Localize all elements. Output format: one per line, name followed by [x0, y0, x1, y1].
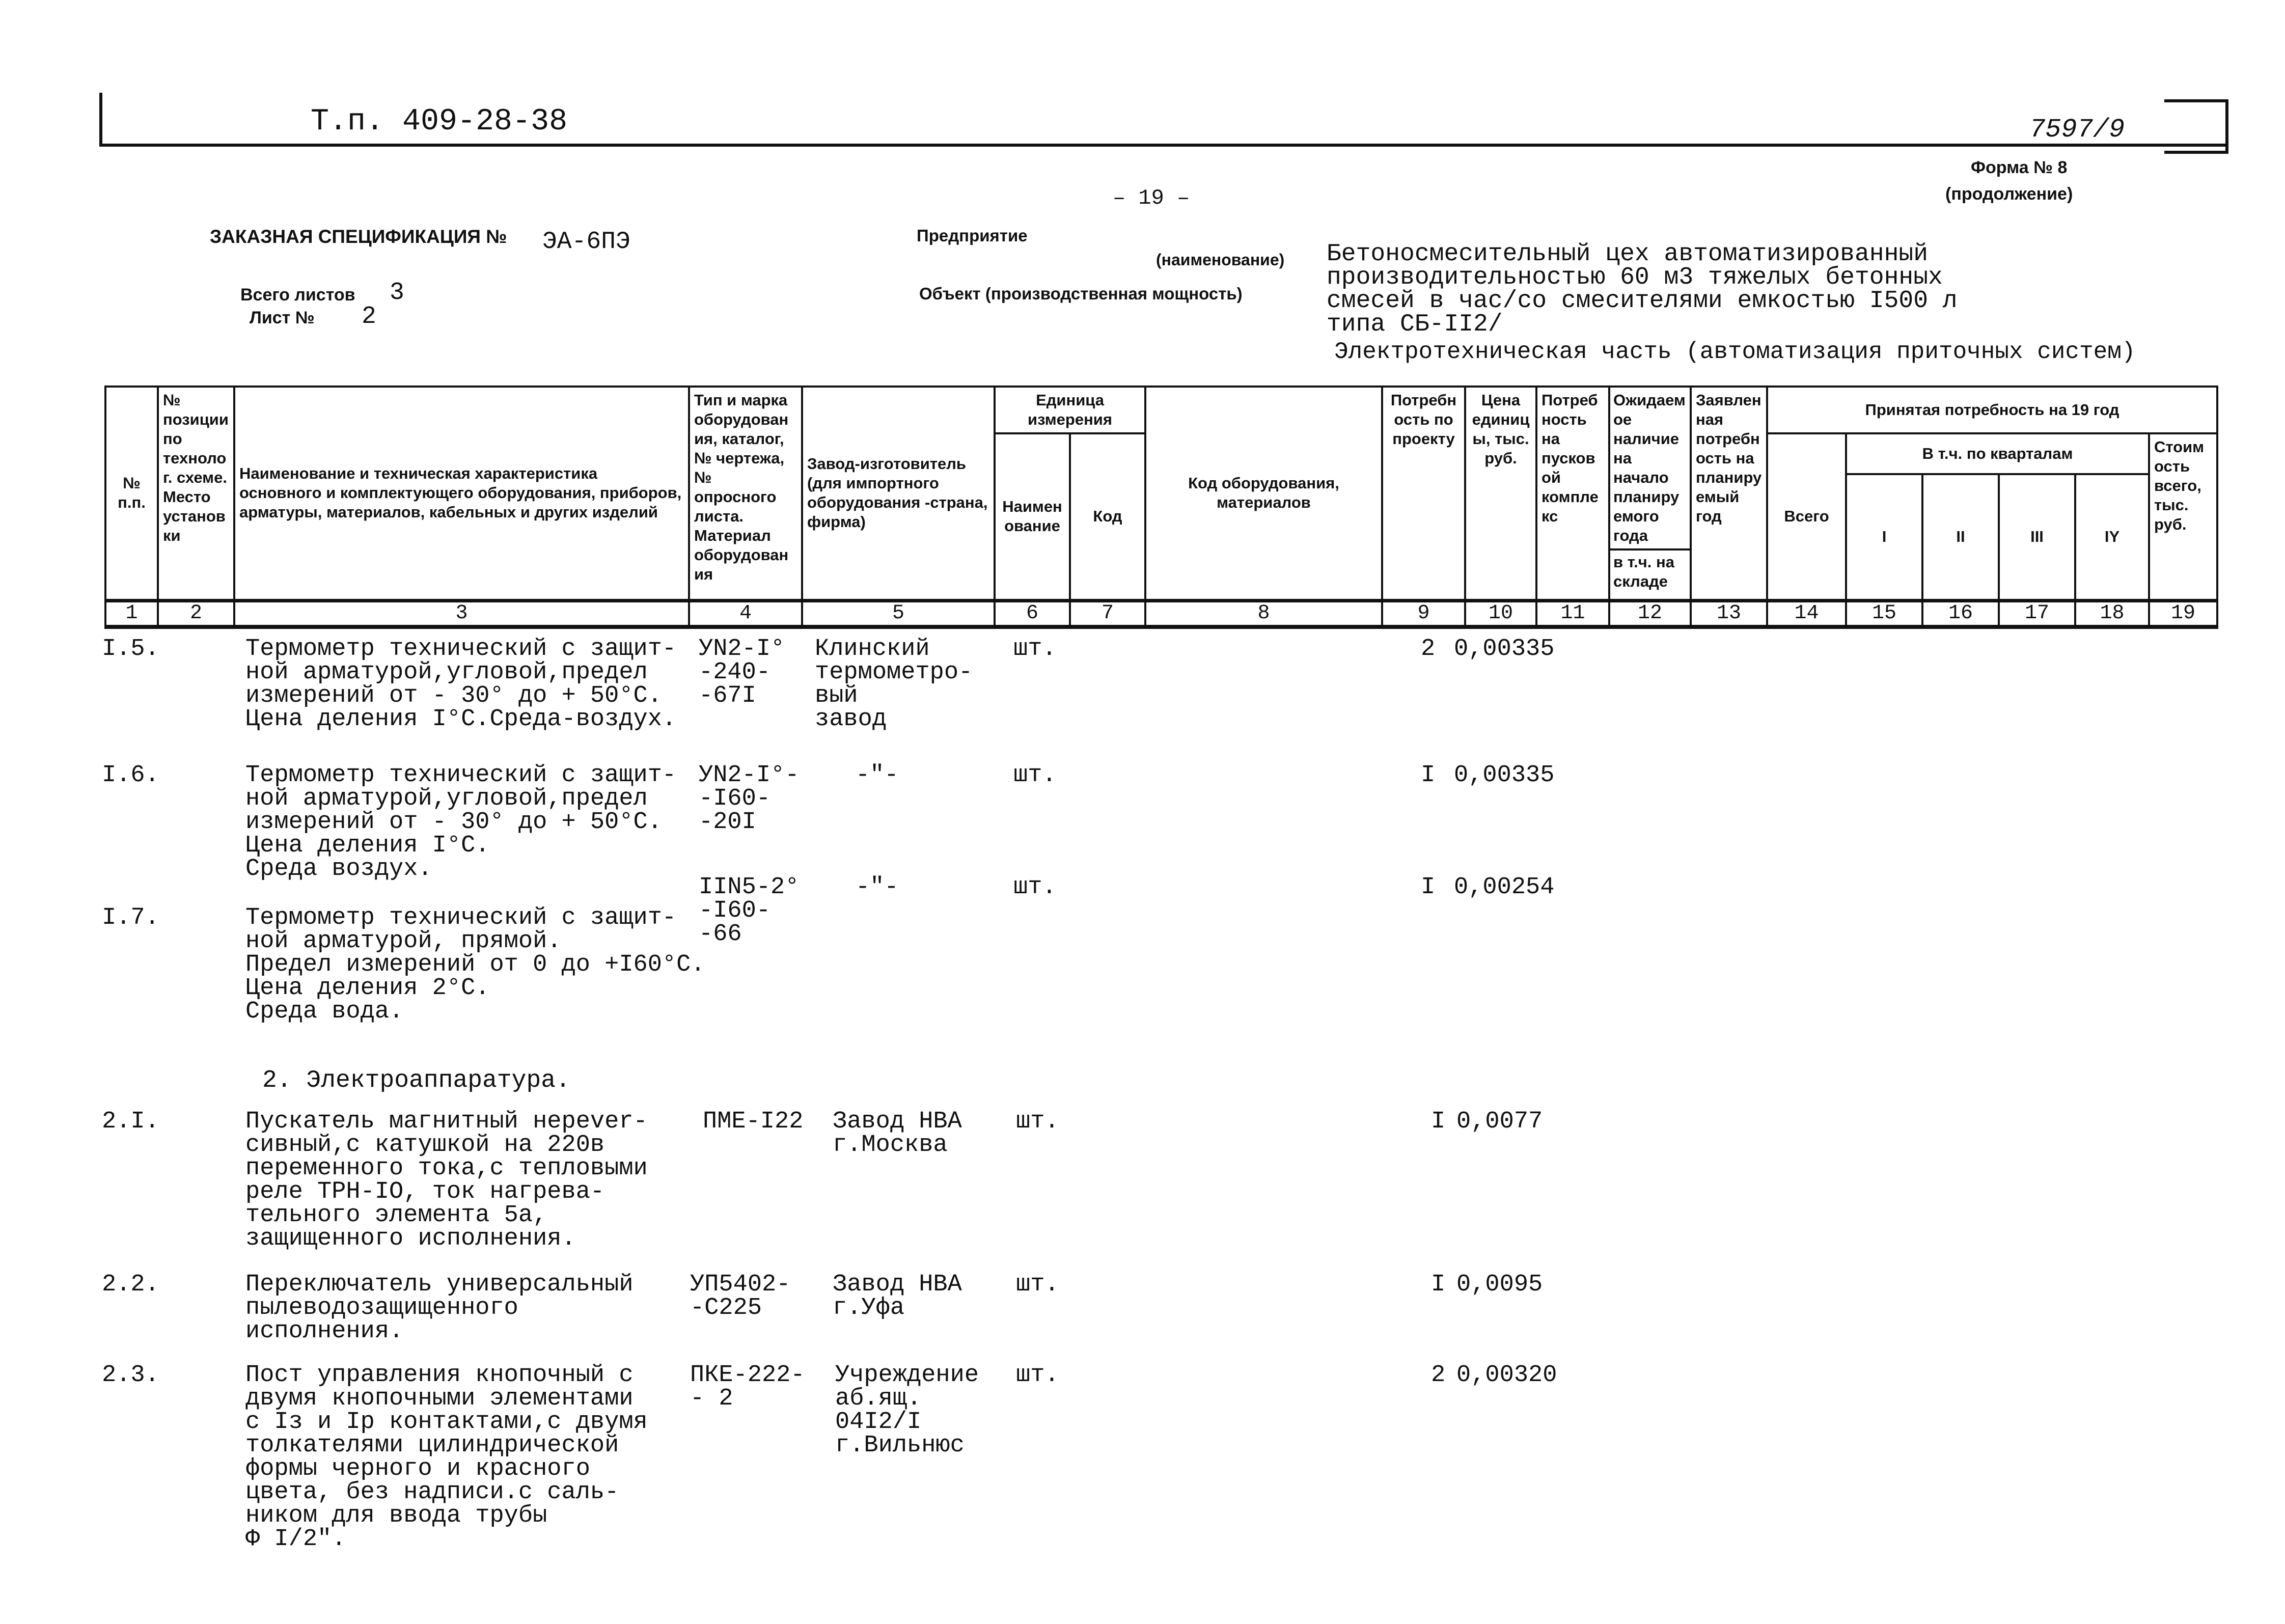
col-number: 18: [2075, 600, 2149, 627]
col-number: 5: [802, 600, 995, 627]
header-position: № позиции по технолог. схеме. Место установки: [158, 387, 234, 600]
col-number: 9: [1382, 600, 1465, 627]
object-line-3: смесей в час/со смесителями емкостью I500 л: [1327, 287, 1958, 315]
object-line-1: Бетоносмесительный цех автоматизированный: [1327, 240, 1928, 268]
row-name: Термометр технический с защит- ной арматурой,угловой,предел измерений от - 30° до + 50°С. Цена деления I°С. Среда воздух.: [245, 762, 677, 883]
row-name: Термометр технический с защит- ной арматурой, прямой. Предел измерений от 0 до +I60°С. Цена деления 2°С. Среда вода.: [245, 904, 705, 1025]
row-num: I.7.: [102, 904, 159, 931]
row-type: ПКЕ-222- - 2: [690, 1362, 805, 1412]
row-unit: шт.: [1016, 1362, 1059, 1389]
row-unit: шт.: [1013, 762, 1057, 789]
object-line-2: производительностью 60 м3 тяжелых бетонных: [1327, 264, 1943, 291]
total-sheets-label: Всего листов: [240, 285, 355, 305]
total-sheets-value: 3: [390, 279, 404, 307]
header-unit-code: Код: [1070, 433, 1145, 600]
col-number: 15: [1846, 600, 1922, 627]
form-continuation: (продолжение): [1945, 184, 2073, 204]
form-name: Форма № 8: [1971, 158, 2068, 177]
row-type: IIN5-2° -I60- -66: [699, 874, 800, 948]
row-maker: Клинский термометро- вый завод: [815, 636, 973, 733]
order-spec-number: ЭА-6ПЭ: [542, 228, 630, 256]
col-number: 6: [995, 600, 1070, 627]
col-number: 17: [1999, 600, 2075, 627]
header-total: Всего: [1767, 433, 1846, 600]
header-type: Тип и марка оборудования, каталог, № чертежа, № опросного листа. Материал оборудования: [689, 387, 802, 600]
section-title: 2. Электроаппаратура.: [262, 1067, 570, 1094]
header-expected-text: Ожидаемое наличие на начало планируемого года: [1613, 391, 1686, 544]
corner-number: 7597/9: [2029, 115, 2125, 145]
row-name: Пост управления кнопочный с двумя кнопочными элементами с Iз и Iр контактами,с двумя толкателями цилиндрической формы черного и красного цвета, без надписи.с саль- ником для ввода трубы Ф I/2".: [245, 1362, 648, 1553]
row-type: УN2-I°- -I60- -20I: [699, 762, 800, 836]
frame-top-line: [99, 144, 2228, 147]
row-name: Переключатель универсальный пылеводозащищенного исполнения.: [245, 1271, 634, 1345]
header-expected: [1609, 387, 1691, 600]
header-declared: Заявленная потребность на планируемый год: [1691, 387, 1767, 600]
header-q1: I: [1846, 474, 1922, 600]
sheet-value: 2: [362, 303, 376, 331]
row-price: 0,00335: [1454, 636, 1555, 663]
row-unit: шт.: [1016, 1108, 1059, 1135]
col-number: 8: [1145, 600, 1382, 627]
sheet-label: Лист №: [250, 308, 315, 327]
col-number: 13: [1691, 600, 1767, 627]
row-qty: I: [1431, 1108, 1446, 1135]
header-need-project: Потребность по проекту: [1382, 387, 1465, 600]
header-need-start: Потребность на пусковой комплекс: [1536, 387, 1609, 600]
row-qty: 2: [1421, 636, 1436, 663]
object-label: Объект (производственная мощность): [919, 284, 1243, 303]
header-num: № п.п.: [105, 387, 158, 600]
row-type: УП5402- -С225: [690, 1271, 791, 1322]
header-unit-name: Наименование: [995, 433, 1070, 600]
frame-left-bracket: [99, 93, 102, 146]
row-price: 0,0095: [1456, 1271, 1543, 1298]
doc-code: Т.п. 409-28-38: [311, 104, 568, 139]
col-number: 14: [1767, 600, 1846, 627]
header-unit: Единица измерения: [995, 387, 1145, 433]
row-type: УN2-I° -240- -67I: [699, 636, 785, 709]
header-expected-stock: в т.ч. на складе: [1610, 548, 1690, 593]
header-maker: Завод-изготовитель (для импортного оборудования -страна, фирма): [802, 387, 995, 600]
header-q2: II: [1922, 474, 1999, 600]
object-line-5: Электротехническая часть (автоматизация приточных систем): [1334, 339, 2136, 365]
row-qty: I: [1431, 1271, 1446, 1298]
order-spec-label: ЗАКАЗНАЯ СПЕЦИФИКАЦИЯ №: [210, 226, 507, 247]
col-number: 10: [1465, 600, 1536, 627]
page-number: – 19 –: [1113, 186, 1190, 210]
row-qty: I: [1421, 762, 1436, 789]
row-num: 2.I.: [102, 1108, 159, 1135]
object-line-4: типа СБ-II2/: [1327, 311, 1503, 338]
col-number: 1: [105, 600, 158, 627]
enterprise-label: Предприятие: [917, 226, 1028, 245]
col-number: 19: [2149, 600, 2217, 627]
row-num: I.6.: [102, 762, 159, 789]
header-unit-price: Цена единицы, тыс. руб.: [1465, 387, 1536, 600]
header-accepted: Принятая потребность на 19 год: [1767, 387, 2217, 433]
row-name: Термометр технический с защит- ной арматурой,угловой,предел измерений от - 30° до + 50°С. Цена деления I°С.Среда-воздух.: [245, 636, 677, 733]
col-number: 4: [689, 600, 802, 627]
col-number: 16: [1922, 600, 1999, 627]
header-cost: Стоимость всего, тыс. руб.: [2149, 433, 2217, 600]
row-unit: шт.: [1013, 874, 1057, 901]
row-name: Пускатель магнитный нерever- сивный,с катушкой на 220в переменного тока,с тепловыми реле ТРН-IO, ток нагрева- тельного элемента 5а, защищенного исполнения.: [245, 1108, 648, 1252]
row-unit: шт.: [1013, 636, 1057, 663]
frame-corner-box: [2164, 99, 2228, 154]
spec-header-table: [104, 386, 2218, 629]
col-number: 12: [1609, 600, 1691, 627]
col-number: 3: [234, 600, 689, 627]
row-num: 2.3.: [102, 1362, 159, 1389]
row-price: 0,00320: [1456, 1362, 1557, 1389]
row-qty: I: [1421, 874, 1436, 901]
col-number: 7: [1070, 600, 1145, 627]
row-price: 0,0077: [1456, 1108, 1543, 1135]
header-equipment-code: Код оборудования, материалов: [1145, 387, 1382, 600]
row-price: 0,00254: [1454, 874, 1555, 901]
row-num: 2.2.: [102, 1271, 159, 1298]
col-number: 11: [1536, 600, 1609, 627]
row-qty: 2: [1431, 1362, 1446, 1389]
row-maker: -"-: [856, 762, 899, 789]
header-q3: III: [1999, 474, 2075, 600]
row-price: 0,00335: [1454, 762, 1555, 789]
header-name: Наименование и техническая характеристика основного и комплектующего оборудования, приборов, арматуры, материалов, кабельных и других изделий: [234, 387, 689, 600]
row-maker: Завод НВА г.Уфа: [833, 1271, 962, 1322]
row-type: ПМЕ-I22: [703, 1108, 804, 1135]
row-num: I.5.: [102, 636, 159, 663]
row-maker: Завод НВА г.Москва: [833, 1108, 962, 1159]
row-maker: -"-: [856, 874, 899, 901]
header-quarters: В т.ч. по кварталам: [1846, 433, 2149, 474]
enterprise-name-label: (наименование): [1156, 251, 1285, 269]
row-maker: Учреждение аб.ящ. 04I2/I г.Вильнюс: [835, 1362, 979, 1459]
col-number: 2: [158, 600, 234, 627]
header-q4: IY: [2075, 474, 2149, 600]
row-unit: шт.: [1016, 1271, 1059, 1298]
